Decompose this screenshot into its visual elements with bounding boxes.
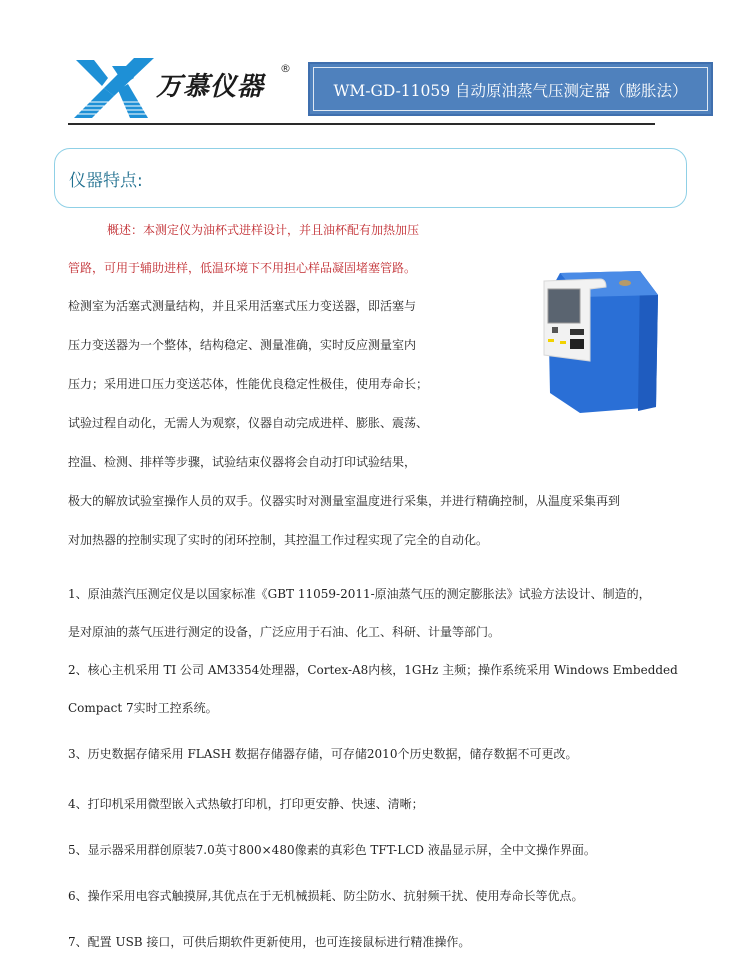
description-line-3: 压力；采用进口压力变送芯体，性能优良稳定性极佳，使用寿命长；: [68, 377, 429, 391]
section-title: 仪器特点:: [69, 171, 143, 191]
product-title: WM-GD-11059 自动原油蒸气压测定器（膨胀法）: [333, 82, 688, 100]
product-title-banner: [308, 62, 713, 116]
description-line-4: 试验过程自动化，无需人为观察，仪器自动完成进样、膨胀、震荡、: [68, 416, 429, 430]
feature-7: 7、配置 USB 接口，可供后期软件更新使用，也可连接鼠标进行精准操作。: [68, 935, 471, 949]
brand-logo: [74, 56, 304, 120]
feature-5: 5、显示器采用群创原装7.0英寸800×480像素的真彩色 TFT-LCD 液晶显示屏，全中文操作界面。: [68, 843, 596, 857]
brand-name: 万慕仪器: [156, 72, 265, 102]
feature-3: 3、历史数据存储采用 FLASH 数据存储器存储，可存储2010个历史数据，储存数据不可更改。: [68, 747, 578, 761]
description-line-2: 压力变送器为一个整体，结构稳定、测量准确，实时反应测量室内: [68, 338, 417, 352]
registered-mark: ®: [280, 62, 291, 75]
feature-1-line-2: 是对原油的蒸气压进行测定的设备，广泛应用于石油、化工、科研、计量等部门。: [68, 625, 501, 639]
feature-2-line-1: 2、核心主机采用 TI 公司 AM3354处理器，Cortex-A8内核，1GHz 主频；操作系统采用 Windows Embedded: [68, 663, 678, 677]
description-line-5: 控温、检测、排样等步骤，试验结束仪器将会自动打印试验结果，: [68, 455, 417, 469]
description-line-6: 极大的解放试验室操作人员的双手。仪器实时对测量室温度进行采集，并进行精确控制，从温度采集再到: [68, 494, 621, 508]
feature-2-line-2: Compact 7实时工控系统。: [68, 701, 218, 715]
feature-4: 4、打印机采用微型嵌入式热敏打印机，打印更安静、快速、清晰；: [68, 797, 424, 811]
description-line-1: 检测室为活塞式测量结构，并且采用活塞式压力变送器，即活塞与: [68, 299, 417, 313]
feature-1-line-1: 1、原油蒸汽压测定仪是以国家标准《GBT 11059-2011-原油蒸气压的测定膨胀法》试验方法设计、制造的，: [68, 587, 651, 601]
product-image: [530, 265, 665, 415]
header-divider: [68, 123, 655, 125]
description-line-7: 对加热器的控制实现了实时的闭环控制，其控温工作过程实现了完全的自动化。: [68, 533, 489, 547]
overview-line-1: 概述：本测定仪为油杯式进样设计，并且油杯配有加热加压: [107, 223, 420, 237]
feature-6: 6、操作采用电容式触摸屏,其优点在于无机械损耗、防尘防水、抗射频干扰、使用寿命长等优点。: [68, 889, 584, 903]
overview-line-2: 管路，可用于辅助进样，低温环境下不用担心样品凝固堵塞管路。: [68, 261, 417, 275]
xx-logo-icon: [74, 56, 156, 120]
section-header-card: [54, 148, 687, 208]
